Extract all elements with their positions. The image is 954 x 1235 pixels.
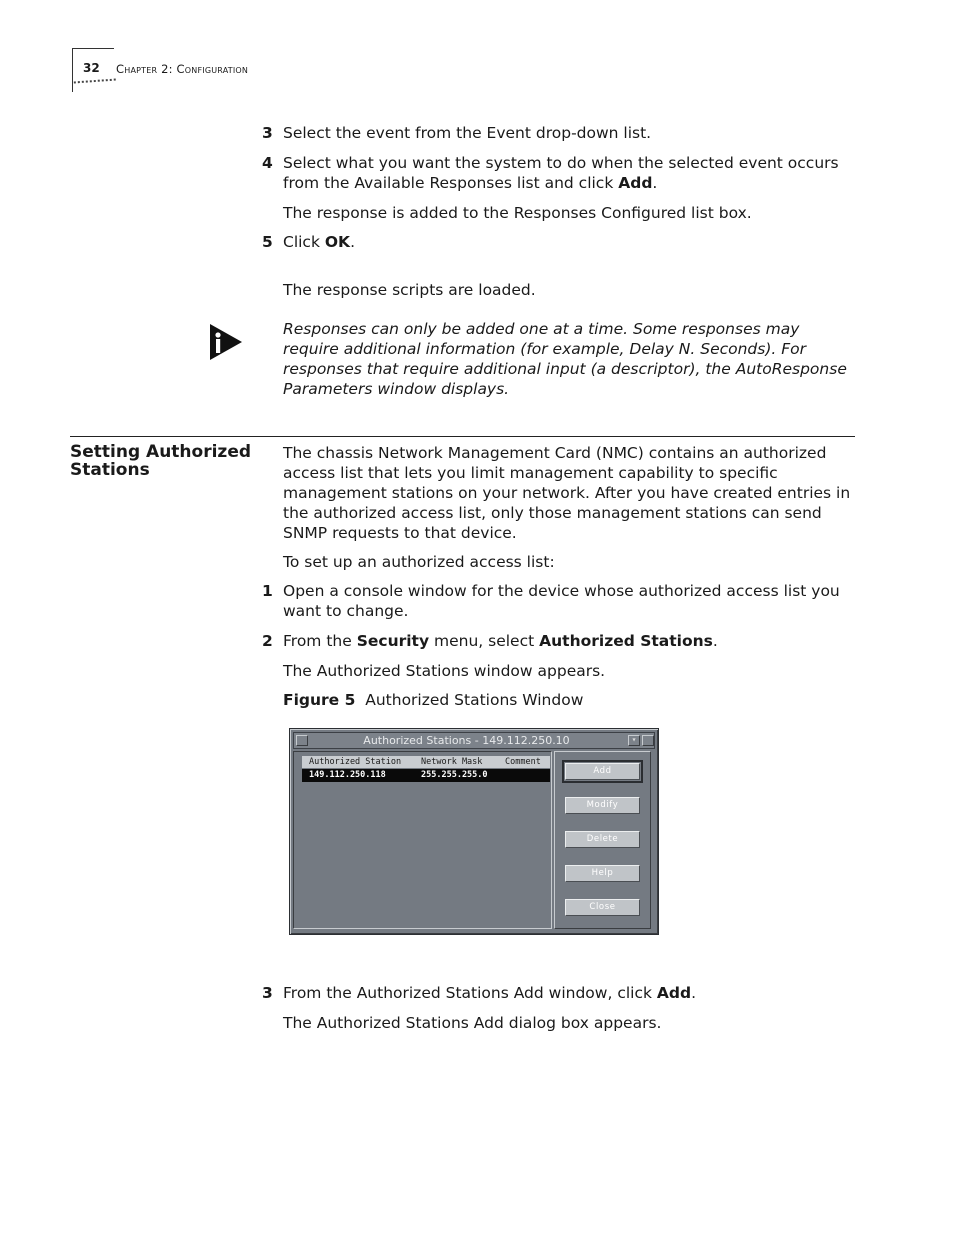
section-divider [70,436,855,437]
step-number: 1 [262,582,273,600]
step-number: 5 [262,233,273,251]
step-number: 4 [262,154,273,172]
section-title: Setting Authorized Stations [70,442,252,480]
step-result: The response is added to the Responses Configured list box. [283,204,752,222]
section-lead: To set up an authorized access list: [283,553,555,571]
column-header-station: Authorized Station [309,757,402,767]
list-header [302,756,550,768]
help-button[interactable]: Help [565,865,640,882]
modify-button[interactable]: Modify [565,797,640,814]
step-text: Select the event from the Event drop-down list. [283,124,652,142]
column-header-comment: Comment [505,757,541,767]
step-number: 2 [262,632,273,650]
table-row[interactable] [302,769,550,782]
note-text: Responses can only be added one at a time. Some responses may require additional information (for example, Delay N. Seconds). For responses that require additional input (a descriptor), the AutoResponse Parameters window displays. [283,320,847,398]
section-intro: The chassis Network Management Card (NMC) contains an authorized access list that lets you limit management capability to specific management stations on your network. After you have created entries in the authorized access list, only those management stations can send SNMP requests to that device. [283,444,851,542]
column-header-mask: Network Mask [421,757,483,767]
chapter-title: Chapter 2: Configuration [116,62,249,76]
window-title: Authorized Stations - 149.112.250.10 [363,734,570,747]
window-titlebar[interactable] [293,732,655,749]
add-button[interactable]: Add [565,763,640,780]
step-text: From the Security menu, select Authorized Stations. [283,632,718,650]
delete-button[interactable]: Delete [565,831,640,848]
maximize-icon[interactable] [642,735,654,746]
step-number: 3 [262,124,273,142]
cell-mask: 255.255.255.0 [421,770,488,780]
step-number: 3 [262,984,273,1002]
step-text: Open a console window for the device whose authorized access list you want to change. [283,582,840,620]
page-number: 32 [83,61,100,75]
step-result: The Authorized Stations Add dialog box appears. [283,1014,662,1032]
minimize-icon[interactable]: ▾ [628,735,640,746]
cell-station: 149.112.250.118 [309,770,386,780]
close-button[interactable]: Close [565,899,640,916]
note-icon [209,323,243,361]
stations-list [293,751,552,929]
button-panel [554,751,651,929]
figure-caption: Figure 5 Authorized Stations Window [283,691,584,709]
header-rule-horizontal [72,48,114,49]
header-rule-vertical [72,48,73,92]
step-text: Select what you want the system to do when the selected event occurs from the Available Responses list and click Add. [283,154,839,192]
step-result: The Authorized Stations window appears. [283,662,606,680]
header-dotted-ornament [74,79,116,90]
step-text: Click OK. [283,233,355,251]
step-text: From the Authorized Stations Add window, click Add. [283,984,697,1002]
authorized-stations-window [289,728,659,935]
step-result: The response scripts are loaded. [283,281,536,299]
